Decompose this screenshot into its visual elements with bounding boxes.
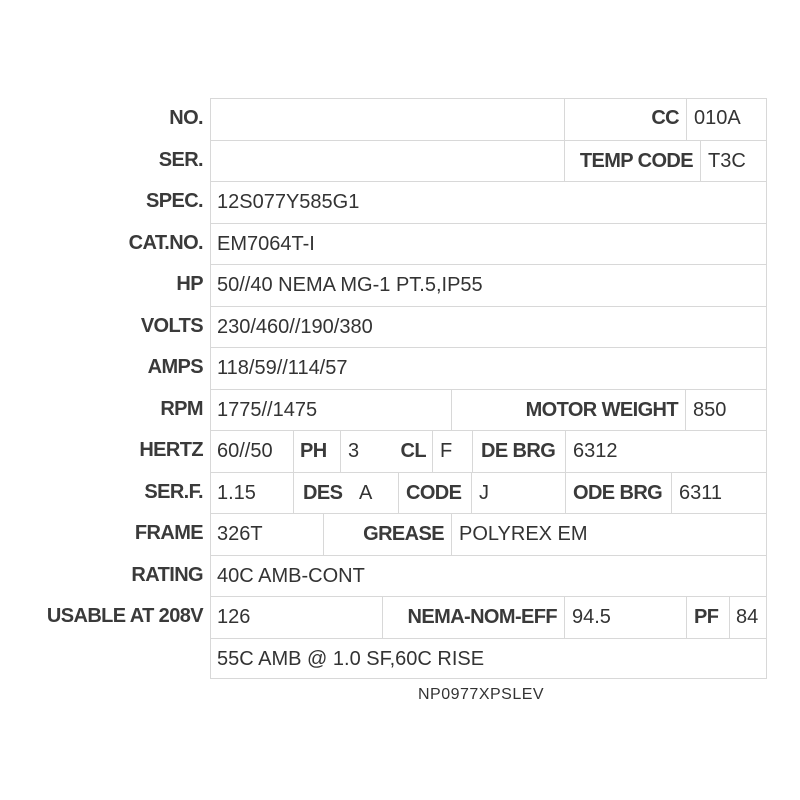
cc-label: CC [564,98,686,140]
nema-nom-eff-label: NEMA-NOM-EFF [382,596,564,638]
code-label: CODE [398,472,471,513]
code-value: J [471,472,565,513]
nameplate-part-number: NP0977XPSLEV [418,686,545,703]
ode-brg-value: 6311 [671,472,767,513]
usable-208v-value: 126 [210,596,382,638]
pf-value: 84 [729,596,767,638]
cl-value: F [432,430,472,472]
cl-label: CL [388,430,432,472]
label-ser: SER. [158,149,203,171]
label-no: NO. [169,107,203,129]
label-rating: RATING [131,564,203,586]
rating-value: 40C AMB-CONT [210,555,767,596]
hp-value: 50//40 NEMA MG-1 PT.5,IP55 [210,264,767,306]
rise-note: 55C AMB @ 1.0 SF,60C RISE [210,638,767,679]
grease-value: POLYREX EM [451,513,767,555]
des-label: DES [293,472,351,513]
label-volts: VOLTS [140,315,203,337]
frame-value: 326T [210,513,323,555]
nema-nom-eff-value: 94.5 [564,596,686,638]
cat-no-value: EM7064T-I [210,223,767,264]
ph-value: 3 [340,430,388,472]
label-rpm: RPM [160,398,203,420]
nameplate-table [210,98,767,679]
label-spec: SPEC. [145,190,203,212]
label-hp: HP [176,273,203,295]
label-amps: AMPS [147,356,203,378]
de-brg-value: 6312 [565,430,767,472]
de-brg-label: DE BRG [472,430,565,472]
ser-value [210,140,564,181]
temp-code-value: T3C [700,140,767,181]
ph-label: PH [293,430,340,472]
rpm-value: 1775//1475 [210,389,451,430]
motor-weight-value: 850 [685,389,767,430]
cc-value: 010A [686,98,767,140]
des-value: A [351,472,398,513]
grease-label: GREASE [323,513,451,555]
spec-value: 12S077Y585G1 [210,181,767,223]
motor-weight-label: MOTOR WEIGHT [451,389,685,430]
label-hertz: HERTZ [139,439,203,461]
temp-code-label: TEMP CODE [564,140,700,181]
label-frame: FRAME [134,522,203,544]
volts-value: 230/460//190/380 [210,306,767,347]
ode-brg-label: ODE BRG [565,472,671,513]
ser-f-value: 1.15 [210,472,293,513]
label-usable-208v: USABLE AT 208V [46,605,203,627]
amps-value: 118/59//114/57 [210,347,767,389]
label-ser-f: SER.F. [144,481,203,503]
hertz-value: 60//50 [210,430,293,472]
label-cat-no: CAT.NO. [128,232,203,254]
no-value [210,98,564,140]
pf-label: PF [686,596,729,638]
